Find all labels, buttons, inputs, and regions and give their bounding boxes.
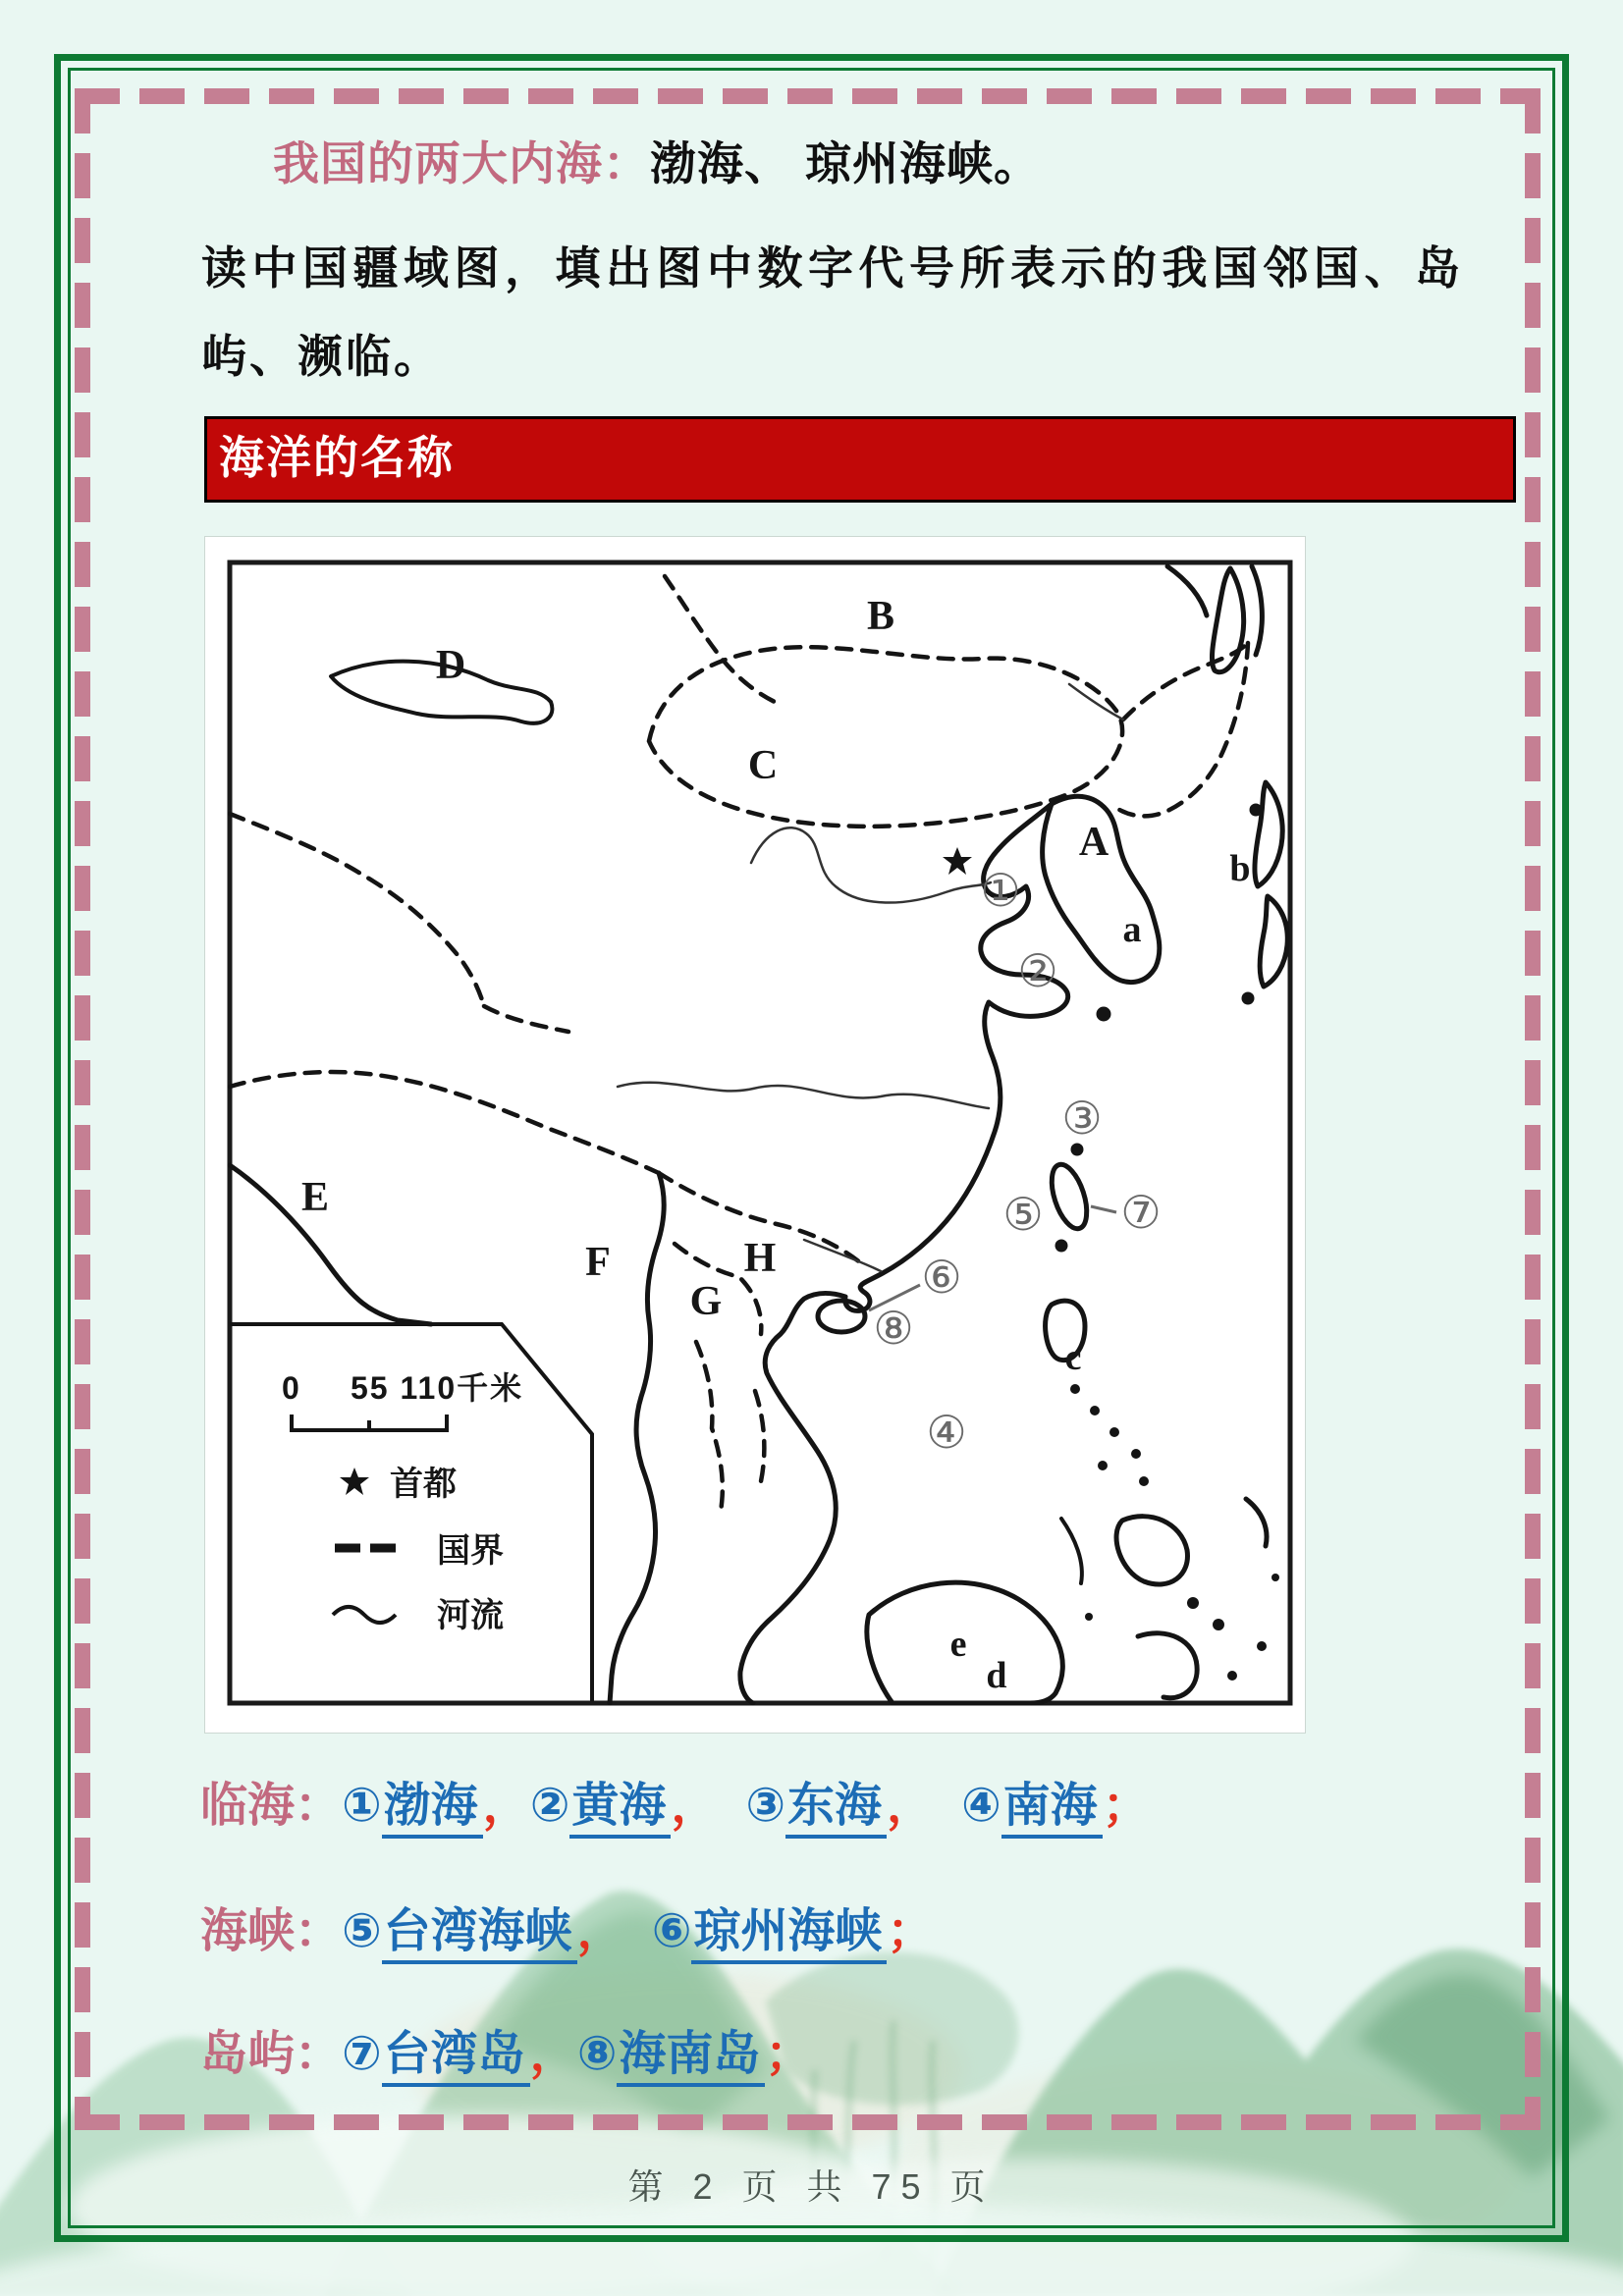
map-legend [230,1324,592,1701]
legend-scale-bar [292,1415,447,1430]
map-letter: b [1229,848,1251,889]
punct-semicolon: ； [1102,1780,1150,1832]
answer-row-islands [200,2015,812,2083]
map-marker: ① [980,865,1021,916]
marker-number: ② [529,1780,570,1832]
answer-blank: 东海 [785,1780,887,1839]
map-letter: G [689,1279,723,1324]
legend-river-label: 河流 [437,1597,504,1634]
instruction-paragraph: 读中国疆域图，填出图中数字代号所表示的我国邻国、岛屿、濒临。 [201,242,1463,382]
answer-blank: 南海 [1001,1780,1103,1839]
map-letter: c [1064,1337,1082,1378]
answer-blank: 台湾岛 [382,2028,530,2087]
map-number-markers [873,865,1161,1458]
map-letter: B [866,594,895,639]
marker-number: ⑦ [342,2028,382,2080]
punct-semicolon: ； [887,1905,935,1957]
answer-blank: 台湾海峡 [382,1905,577,1964]
punct-comma: ， [887,1780,935,1832]
legend-river-symbol [333,1607,396,1623]
map-frame [230,562,1290,1703]
map-letter: d [986,1655,1007,1696]
map-letter-labels [301,594,1251,1696]
map-marker: ④ [926,1407,967,1458]
legend-capital-star-icon [340,1468,369,1495]
punct-comma: ， [671,1780,719,1832]
answer-blank: 黄海 [569,1780,671,1839]
section-banner [204,416,1516,503]
map-letter: H [743,1236,777,1281]
marker-number: ⑧ [576,2028,618,2080]
intro-label: 我国的两大内海： [273,137,650,189]
map-letter: C [747,743,779,788]
map-marker: ⑥ [921,1252,962,1303]
marker-number: ⑤ [342,1905,382,1957]
map-letter: e [949,1624,967,1665]
legend-capital-label: 首都 [390,1466,457,1503]
legend-border-label: 国界 [437,1532,504,1570]
answer-label: 岛屿： [200,2028,343,2080]
map-marker: ② [1017,945,1058,996]
section-banner-title: 海洋的名称 [219,432,455,483]
answer-row-seas [200,1767,1150,1835]
marker-number: ① [342,1780,382,1832]
map-marker: ⑤ [1002,1189,1044,1240]
punct-comma: ， [576,1905,624,1957]
answer-label: 临海： [200,1780,343,1832]
map-letter: E [300,1175,330,1220]
marker-number: ③ [745,1780,785,1832]
answer-blank: 琼州海峡 [691,1905,887,1964]
answer-blank: 海南岛 [617,2028,765,2087]
map-letter: D [435,643,466,688]
map-marker: ⑦ [1120,1187,1162,1238]
map-letter: A [1078,820,1109,865]
legend-scale-text: 55 110千米 [351,1370,524,1406]
map-marker: ③ [1061,1093,1103,1144]
page-number-footer: 第 2 页 共 75 页 [627,2166,996,2207]
map-letter: F [585,1240,611,1285]
marker-number: ④ [961,1780,1001,1832]
marker-number: ⑥ [651,1905,692,1957]
punct-comma: ， [529,2028,577,2080]
answer-row-straits [200,1893,934,1960]
china-territory-map [204,536,1306,1734]
intro-line [273,128,1041,193]
answer-label: 海峡： [200,1905,343,1957]
map-letter: a [1122,909,1142,950]
punct-comma: ， [482,1780,530,1832]
map-coastlines [230,566,1287,1703]
answer-blank: 渤海 [382,1780,483,1839]
map-marker: ⑧ [873,1303,914,1354]
legend-scale-zero: 0 [282,1370,299,1406]
intro-text: 渤海、 琼州海峡。 [650,137,1042,189]
capital-star-marker [943,847,972,875]
punct-semicolon: ； [765,2028,813,2080]
